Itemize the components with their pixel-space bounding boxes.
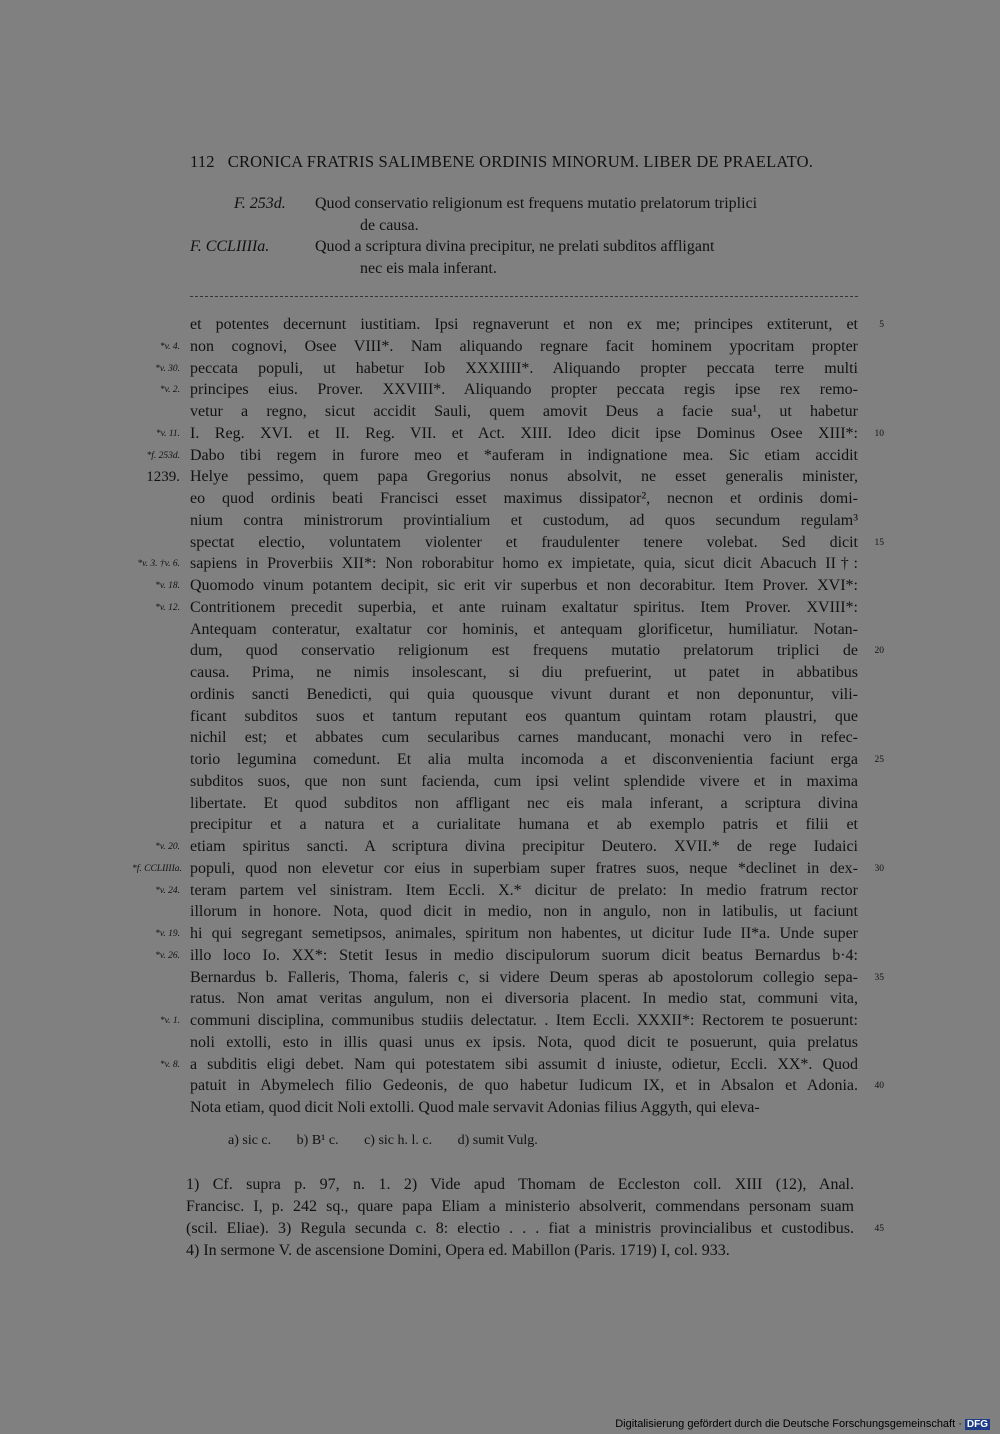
- text-line: a subditis eligi debet. Nam qui potestatem sibi assumit d iniuste, odietur, Eccli. XX*. Quod: [190, 1055, 858, 1073]
- margin-verse-ref: *v. 18.: [155, 581, 180, 591]
- text-line: spectat electio, voluntatem violenter et fraudulenter tenere volebat. Sed dicit: [190, 533, 858, 551]
- rubric-ref: F. CCLIIIIa.: [190, 238, 270, 255]
- text-line: subditos suos, que non sunt facienda, cum ipsi velint splendide vivere et in maxima: [190, 772, 858, 790]
- text-line: Bernardus b. Falleris, Thoma, faleris c, si videre Deum speras ab apostolorum collegio sepa-: [190, 968, 858, 986]
- footer-text: Digitalisierung gefördert durch die Deutsche Forschungsgemeinschaft ·: [615, 1418, 962, 1430]
- text-line: Nota etiam, quod dicit Noli extolli. Quod male servavit Adonias filius Aggyth, qui eleva-: [190, 1099, 760, 1116]
- dfg-footer: [615, 1418, 990, 1430]
- page-title: CRONICA FRATRIS SALIMBENE ORDINIS MINORUM. LIBER DE PRAELATO.: [227, 152, 814, 171]
- text-line: I. Reg. XVI. et II. Reg. VII. et Act. XIII. Ideo dicit ipse Dominus Osee XIII*:: [190, 424, 858, 442]
- text-line: illo loco Io. XX*: Stetit Iesus in medio discipulorum suorum dicit beatus Bernardus b·4:: [190, 946, 858, 964]
- variant-note: c) sic h. l. c.: [364, 1133, 433, 1148]
- text-line: Quomodo vinum potantem decipit, sic erit vir superbus et non decorabitur. Item Prover. XVI*:: [190, 577, 858, 594]
- line-number: 20: [874, 646, 884, 657]
- text-line: nichil est; et abbates cum secularibus carnes manducant, monachi vero in refec-: [190, 729, 858, 747]
- text-line: precipitur et a natura et a curialitate humana et ab exemplo patris et filii et: [190, 816, 858, 834]
- text-line: vetur a regno, sicut accidit Sauli, quem amovit Deus a facie sua¹, ut habetur: [190, 403, 858, 420]
- text-line: populi, quod non elevetur cor eius in superbiam super fratres suos, neque *declinet in dex-: [190, 859, 858, 877]
- text-line: eo quod ordinis beati Francisci esset maximus dissipator², necnon et ordinis domi-: [190, 490, 858, 507]
- text-line: sapiens in Proverbiis XII*: Non roborabitur homo ex impietate, quia, sicut dicit Abacuch II†:: [190, 555, 858, 573]
- text-line: etiam spiritus sancti. A scriptura divina precipitur Deutero. XVII.* de rege Iudaici: [190, 838, 858, 855]
- dfg-logo-icon: DFG: [966, 1419, 988, 1430]
- margin-verse-ref: *f. CCLIIIIa.: [132, 863, 182, 874]
- text-line: teram partem vel sinistram. Item Eccli. X.* dicitur de prelato: In medio fratrum rector: [190, 881, 858, 899]
- margin-verse-ref: *v. 30.: [155, 363, 180, 374]
- margin-verse-ref: *v. 4.: [159, 341, 180, 352]
- margin-verse-ref: *v. 2.: [159, 385, 180, 396]
- text-line: causa. Prima, ne nimis insolescant, si diu prefuerint, ut patet in abbatibus: [190, 664, 858, 681]
- footnote-line: 4) In sermone V. de ascensione Domini, Opera ed. Mabillon (Paris. 1719) I, col. 933.: [186, 1242, 730, 1259]
- line-number: 25: [874, 755, 884, 765]
- text-line: dum, quod conservatio religionum est frequens mutatio prelatorum triplici de: [190, 642, 858, 660]
- text-line: ordinis sancti Benedicti, qui quia quousque vivunt durant et non deponuntur, vili-: [190, 685, 858, 703]
- line-number: 35: [874, 972, 884, 983]
- line-number: 45: [874, 1224, 884, 1234]
- text-line: libertate. Et quod subditos non affligant nec eis mala inferant, a scriptura divina: [190, 794, 858, 812]
- page-number: 112: [190, 152, 215, 171]
- variant-note: b) B¹ c.: [296, 1133, 339, 1148]
- text-line: illorum in honore. Nota, quod dicit in medio, non in angulo, non in latibulis, ut faciunt: [190, 903, 858, 921]
- footnote-line: 1) Cf. supra p. 97, n. 1. 2) Vide apud Thomam de Eccleston coll. XIII (12), Anal.: [186, 1176, 854, 1193]
- rubric-text: Quod a scriptura divina precipitur, ne prelati subditos affligant: [315, 238, 715, 255]
- text-line: noli extolli, esto in illis quasi unus ex ipsis. Nota, quod dicit te posuerunt, quia prelatus: [190, 1033, 858, 1051]
- line-number: 5: [879, 320, 884, 330]
- line-number: 15: [874, 537, 884, 548]
- text-line: communi disciplina, communibus studiis delectatur. . Item Eccli. XXXII*: Rectorem te posuerunt:: [190, 1012, 858, 1029]
- margin-verse-ref: *v. 24.: [155, 885, 180, 896]
- margin-verse-ref: *v. 3. †v. 6.: [137, 559, 180, 570]
- text-line: Dabo tibi regem in furore meo et *auferam in indignatione mea. Sic etiam accidit: [190, 446, 858, 464]
- margin-year: 1239.: [146, 469, 180, 486]
- footnote-line: (scil. Eliae). 3) Regula secunda c. 8: electio . . . fiat a ministris provincialibus et custodibus.: [186, 1220, 854, 1237]
- margin-verse-ref: *v. 19.: [155, 929, 180, 939]
- text-line: Antequam conteratur, exaltatur cor hominis, et antequam glorificetur, humiliatur. Notan-: [190, 620, 858, 638]
- rubric-text-cont: de causa.: [360, 217, 419, 234]
- margin-verse-ref: *v. 8.: [159, 1059, 180, 1070]
- variant-note: d) sumit Vulg.: [457, 1133, 538, 1148]
- text-line: ratus. Non amat veritas angulum, non ei diversoria placent. In medio stat, communi vita,: [190, 990, 858, 1008]
- text-line: non cognovi, Osee VIII*. Nam aliquando regnare facit hominem ypocritam propter: [190, 337, 858, 355]
- rubric-text-cont: nec eis mala inferant.: [360, 260, 497, 277]
- rubric-ref: F. 253d.: [234, 195, 286, 212]
- margin-verse-ref: *v. 20.: [155, 842, 180, 852]
- text-line: patuit in Abymelech filio Gedeonis, de quo habetur Iudicum IX, et in Absalon et Adonia.: [190, 1077, 858, 1095]
- text-line: nium contra ministrorum provintialium et custodum, ad quos secundum regulam³: [190, 511, 858, 529]
- text-line: ficant subditos suos et tantum reputant eos quantum quintam rotam plaustri, que: [190, 707, 858, 725]
- variant-note: a) sic c.: [228, 1133, 272, 1148]
- separator-rule: [190, 296, 858, 297]
- line-number: 30: [874, 863, 884, 874]
- rubric-text: Quod conservatio religionum est frequens mutatio prelatorum triplici: [315, 195, 758, 212]
- text-line: torio legumina comedunt. Et alia multa incomoda a et disconvenientia faciunt erga: [190, 751, 858, 768]
- running-head: [190, 152, 850, 172]
- margin-verse-ref: *v. 1.: [159, 1016, 180, 1026]
- text-line: Helye pessimo, quem papa Gregorius nonus absolvit, ne esset generalis minister,: [190, 468, 858, 486]
- footnote-line: Francisc. I, p. 242 sq., quare papa Eliam a ministerio absolverit, commendans personam suam: [186, 1198, 854, 1215]
- margin-verse-ref: *v. 11.: [155, 428, 180, 439]
- text-line: et potentes decernunt iustitiam. Ipsi regnaverunt et non ex me; principes extiterunt, et: [190, 316, 858, 333]
- line-number: 10: [874, 428, 884, 439]
- margin-verse-ref: *f. 253d.: [146, 450, 180, 461]
- text-line: principes eius. Prover. XXVIII*. Aliquando propter peccata regis ipse rex remo-: [190, 381, 858, 399]
- margin-verse-ref: *v. 12.: [155, 602, 180, 613]
- variant-notes: [228, 1133, 560, 1149]
- line-number: 40: [874, 1081, 884, 1092]
- text-line: hi qui segregant semetipsos, animales, spiritum non habentes, ut dicitur Iude II*a. Unde super: [190, 925, 858, 942]
- margin-verse-ref: *v. 26.: [155, 950, 180, 961]
- text-line: Contritionem precedit superbia, et ante ruinam exaltatur spiritus. Item Prover. XVIII*:: [190, 598, 858, 616]
- text-line: peccata populi, ut habetur Iob XXXIIII*. Aliquando propter peccata terre multi: [190, 359, 858, 377]
